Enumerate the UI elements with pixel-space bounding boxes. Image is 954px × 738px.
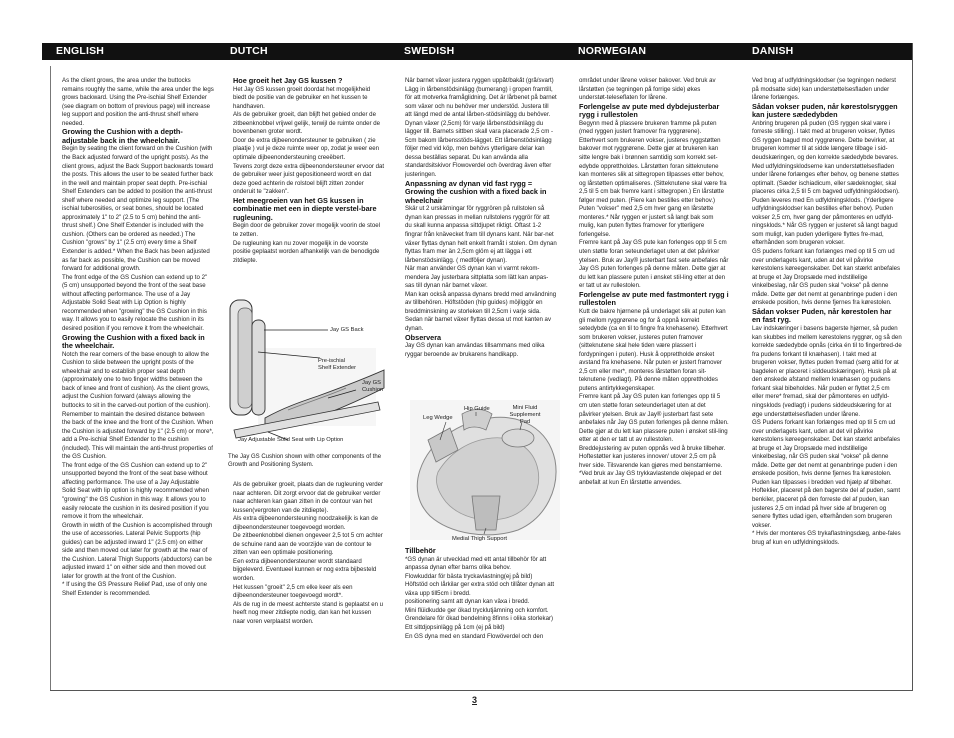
body-paragraph: Flowkuddar för bästa tryckavlastning(ej på bild): [405, 572, 533, 580]
body-paragraph: GS pudens forkant kan forlænges med op til 5 cm ud over underlagets kant, uden at det vil påvirke kørestolens køreegenskaber. Det kan stærkt anbefales at bruge et Jay Dropsæde med indstillelige vinkelbeslag, når GS puden skal "vokse" på denne måde. Dette gør det nemt at genanbringe puden i den ønskede position, hvis denne fjernes fra kørestolen.: [752, 248, 901, 307]
body-paragraph: De rugleuning kan nu zover mogelijk in de voorste positie geplaatst worden afhankelijk van de benodigde zitdiepte.: [233, 239, 380, 264]
body-paragraph: Ett sittdjopsinlägg på 1cm (ej på bild): [405, 623, 505, 631]
language-header-bar: [42, 43, 912, 60]
body-paragraph: Als extra dijbeenondersteuning noodzakelijk is kan de dijbeenondersteuner toegevoegd worden.: [233, 515, 378, 531]
body-paragraph: The front edge of the GS Cushion can extend up to 2" unsupported beyond the front of the seat base without affecting performance. The use of a Jay Adjustable Solid Seat with lip option is highly recommended when "growing" the GS Cushion in this way. It allows you to easily relocate the cushion in its desired position if you remove it from the wheelchair.: [62, 461, 210, 521]
header-danish: DANISH: [752, 45, 794, 57]
left-rule: [50, 66, 51, 690]
body-paragraph: Kutt de bakre hjørnene på underlaget slik at puten kan gli mellom ryggrørene og for å oppnå korrekt setedybde (ca en til to fingre fra knehasene). Etterhvert som brukeren vokser, justeres puten framover (sitteknutene skal hele tiden være plassert i fordypningen i puten). Husk å opprettholde ønsket avstand fra knehasene. Når puten er justert framover 2,5 cm eller mer*, monteres lårstøtten foran sit-teknutene (vedlagt). På denne måten opprettholdes putens antirtykkegenskaper.: [579, 307, 728, 392]
header-english: ENGLISH: [56, 45, 105, 57]
body-paragraph: Mini flüidkudde ger ökad trycklutjämning och komfort.: [405, 606, 549, 614]
body-paragraph: Fremre kant på Jay GS pute kan forlenges opp til 5 cm uten støtte foran seteunderlaget uten at det påvirker ytelsen. Bruk av Jay® justerbart fast sete anbefales når Jay GS puten forlenges på denne måten. Dette gjør at du lett kan plassere puten i ønsket stil-ling etter at den er tatt ut av rullestolen.: [579, 239, 729, 290]
section-heading: Hoe groeit het Jay GS kussen ?: [233, 77, 343, 85]
section-heading: Forlengelse av pute med fastmontert rygg i rullestolen: [579, 289, 729, 308]
body-paragraph: The front edge of the GS Cushion can extend up to 2" (5 cm) unsupported beyond the front of the seat base without affecting performance. The use of a Jay Adjustable Solid Seat with Lip Option is highly recommended when "growing" the GS Cushion in this way. It allows you to easily relocate the cushion in its desired position if you remove it from the wheelchair.: [62, 273, 208, 332]
label-hip-guide: Hip Guide: [464, 406, 490, 412]
page-number: 3: [472, 695, 478, 705]
body-paragraph: * Hvis der monteres GS trykaflastningsdæg, anbe-fales brug af kun en udfyldningsklods.: [752, 530, 901, 546]
body-paragraph: De zitbeenknobbel dienen ongeveer 2,5 tot 5 cm achter de schuine rand aan de voorzijde van de contour te zitten van een optimale positionering.: [233, 532, 383, 557]
body-paragraph: Anbring brugeren på puden (GS ryggen skal være i forreste stilling). I takt med at brugeren vokser, flyttes GS ryggen bagud mod ryggrørene. Dette bevirker, at brugeren kommer til at sidde længere tilbage i sid-deudskæringen, og den korrekte sædedybde bevares. Med udfyldningsklodserne kan understøttelsesfladen under lårene forlænges efter behov, og benene støttes optimalt. (Sæder ischiadicum, eller sædeknogler, skal placeres cirka 2,5 til 5 cm bagved udfyldningsklodsen). Puden leveres med En udfyldningsklods. (Yderligere udfyldningsklodser kan bestilles efter behov). Puden vokser 2,5 cm, hver gang der påmonteres en udfyld-ningsklods.* Når GS ryggen er justeret så langt bagud som muligt, kan puden yderligere flyttes fre-mad, efterhånden som brugeren vokser.: [752, 119, 900, 247]
label-pre-ischial-shelf: Pre-ischial Shelf Extender: [318, 358, 357, 371]
label-medial-thigh-support: Medial Thigh Support: [452, 536, 507, 542]
body-paragraph: *GS dynan är utvecklad med ett antal tillbehör för att anpassa dynan efter barns olika behov.: [405, 555, 547, 572]
body-paragraph: As the client grows, the area under the buttocks remains roughly the same, while the area under the legs grows backward. Using the Pre-ischial Shelf Extender (see diagram on bottom of previous page) will increase leg support and position the anti-thrust shelf where needed.: [62, 77, 214, 127]
swedish-column-bottom: [405, 547, 557, 673]
header-swedish: SWEDISH: [404, 45, 455, 57]
body-paragraph: Tevens zorgt deze extra dijbeenondersteuner ervoor dat de gebruiker weer juist gepositioneerd wordt en dat deze goed achterin de rolstoel blijft zitten zonder onderuit te "zakken".: [233, 162, 385, 196]
body-paragraph: När barnet växer justera ryggen uppåt/bakåt (grå/svart) Lägg in lårbenstödsinlägg (bumerang) i gropen framtill, för att motverka framåglidning. Det är lårbenet på barnet som växer och nu behöver mer understöd. Justera till att längd med de antal lårben-stödsinlägg du behöver. Dynan växer (2,5cm) för varje lårbenstödsinlägg du lägger till. Barnets sittben skall vara placerade 2,5 cm - 5cm bakom lårbensstöds-lägget. Ett lårbenstödsinlägg följer med vid köp, men behövs ytterligare delar kan dessa beställas separat. Du kan använda alla standardsitskivor Flowoverdel och överdrag även efter justeringen.: [405, 77, 557, 179]
body-paragraph: positionering samt att dynan kan växa i bredd.: [405, 598, 530, 606]
section-heading: Growing the Cushion with a fixed back in the wheelchair.: [62, 332, 205, 351]
section-heading: Tillbehör: [405, 547, 436, 555]
body-paragraph: Als de gebruiker groeit, plaats dan de rugleuning verder naar achteren. Dit zorgt ervoor dat de gebruiker verder naar achteren kan gaan zitten in de contour van het kussen(vergroten van de zitdiepte).: [233, 481, 384, 514]
body-paragraph: Begin door de gebruiker zover mogelijk voorin de stoel te zetten.: [233, 222, 381, 239]
body-paragraph: Een extra dijbeenondersteuner wordt standaard bijgeleverd. Eventueel kunnen er nog extra bijbesteld worden.: [233, 557, 377, 583]
body-paragraph: Growth in width of the Cushion is accomplished through the use of accessories. Lateral Pelvic Supports (hip guides) can be adjusted inward 1" (2.5 cm) on either side and then moved out later for growth at the rear of the Cushion. Lateral Thigh Supports (abductors) can be adjusted inward 1" on either side and then moved out later for growth at the front of the Cushion.: [62, 521, 213, 580]
section-heading: Sådan vokser Puden, når kørestolen har en fast ryg.: [752, 306, 892, 325]
norwegian-column: [579, 77, 729, 677]
body-paragraph: Höftstöd och lårkilar ger extra stöd och tillåter dynan att växa upp till5cm i bredd.: [405, 581, 555, 597]
body-paragraph: När man använder GS dynan kan vi varmt rekom-mendera Jay justerbara sittplatta som lätt kan anpas-sas till dynan när barnet växer.: [405, 265, 549, 290]
right-rule: [912, 43, 913, 691]
header-dutch: DUTCH: [230, 45, 268, 57]
body-paragraph: Grendelare för ökad bendelning 8finns i olika storlekar): [405, 615, 554, 623]
label-jay-gs-back: Jay GS Back: [330, 327, 364, 333]
body-paragraph: Breddejustering av puten oppnås ved å bruke tilbehør. Hoftestøtter kan justeres innover/ utover 2,5 cm på hver side. Tilsvarende kan gjøres med benstamlerne.: [579, 444, 726, 469]
section-heading: Growing the Cushion with a depth-adjustable back in the wheelchair.: [62, 127, 183, 145]
section-heading: Forlengelse av pute med dybdejusterbar rygg i rullestolen: [579, 101, 720, 120]
body-paragraph: Het Jay GS kussen groeit doordat het mogelijkheid biedt de positie van de gebruiker en het kussen te handhaven.: [233, 85, 371, 110]
body-paragraph: Als de rug in de meest achterste stand is geplaatst en u heeft nog meer zitdiepte nodig, dan kan het kussen naar voren verplaatst worden.: [233, 600, 384, 625]
label-jay-adjustable-seat: Jay Adjustable Solid Seat with Lip Option: [238, 437, 344, 443]
label-jay-gs-cushion: Jay GS Cushion: [362, 380, 384, 393]
body-paragraph: En GS dyna med en standard Flowöverdel och den: [405, 632, 544, 640]
body-paragraph: Als de gebruiker groeit, dan blijft het gebied onder de zitbeenknobbel vrijwel gelijk, terwijl de ruimte onder de bovenbenen groter wordt.: [233, 111, 380, 136]
label-mini-fluid-pad: Mini Fluid Supplement Pad: [509, 405, 541, 425]
body-paragraph: Jay GS dynan kan användas tillsammans med olika ryggar beroende av brukarens handikapp.: [405, 342, 545, 358]
body-paragraph: Door de extra dijbeenondersteuner te gebruiken ( zie plaatje ) vul je deze ruimte weer op, zodat je weer een optimale dijbeenondersteuning creeëbert.: [233, 136, 379, 161]
body-paragraph: Begynn med å plassere brukeren framme på puten (med ryggen justert framover fra ryggrørene). Etterhvert som brukeren vokser, justeres ryggstøtten bakover mot ryggrørene. Dette gjør at brukeren kan sitte lengre bak i brønnen samtidig som korrekt set-edybde opprettholdes. Lårstøtten foran sitteknutene kan monteres slik at sittegropen tilpasses etter behov, og lårstøtten optimaliseres. (Sitteknutene skal være fra 2,5 til 5 cm bak fremre kant i sittegropen.) En lårstøtte følger med puten. (Flere kan bestilles etter behov.) Puten "vokser" med 2,5 cm hver gang en lårstøtte monteres.* Når ryggen er justert så langt bak som mulig, kan puten flyttes framover for ytterligere forlengelse.: [579, 119, 727, 238]
swedish-column-top: [405, 77, 557, 397]
section-heading: Anpassning av dynan vid fast rygg = Growing the cushion with a fixed back in wheelchair: [405, 178, 547, 205]
section-heading: Het meegroeien van het GS kussen in combinatie met een in diepte verstel-bare rugleuning.: [233, 195, 377, 222]
section-heading: Observera: [405, 332, 442, 342]
bottom-rule: [50, 690, 912, 691]
body-paragraph: Man kan också anpassa dynans bredd med användning av tillbehören. Höftstöden (hip guides) möjliggör en breddminskning av storleken till 2,5cm i varje sida. Sedan när barnet växer flyttas dessa ut mot kanten av dynan.: [405, 290, 557, 332]
body-paragraph: Ved brug af udfyldningsklodser (se tegningen nederst på modsatte side) kan understøttelsesfladen under lårene forlænges.: [752, 77, 896, 102]
body-paragraph: * If using the GS Pressure Relief Pad, use of only one Shelf Extender is recommended.: [62, 581, 207, 597]
danish-column: [752, 77, 902, 677]
body-paragraph: GS Pudens forkant kan forlænges med op til 5 cm ud over underlagets kant, uden at det vil påvirke kørestolens køreegenskaber. Det kan stærkt anbefales at bruge et Jay Dropsæde med indstillelige vinkelbeslag, når GS puden skal "vokse" på denne måde. Dette gør det nemt at genanbringe puden i den ønskede position, hvis denne fjernes fra kørestolen. Puden kan tilpasses i bredden ved hjælp af tilbehør. Hofteklier, placeret på den bagerste del af puden, samt benkiler, placeret på den forreste del af puden, kan justeres 2,5 cm indad på hver side af brugeren og senere flyttes udad igen, efterhånden som brugeren vokser.: [752, 419, 901, 529]
dutch-column-top: [233, 77, 385, 289]
label-leg-wedge: Leg Wedge: [423, 415, 453, 421]
body-paragraph: Lav indskæringer i basens bagerste hjørner, så puden kan skubbes ind mellem kørestolens ryggrør, og så den korrekte sædedybde opnås (cirka én til to fingerbred-de fra pudens forkant til knæhasen). I takt med at brugeren vokser, flyttes puden fremad (sørg altid for at bagdelen er placeret i siddeudskæringen). Husk på at den ønskede afstand mellem knæhasen og pudens forkant skal bibeholdes. Når puden er flyttet 2,5 cm eller mere* fremad, skal der påmonteres en udfyld-ningsklods (vedlagt) i pudens siddeudskæring for at øge understøttelsesfladen under lårene.: [752, 325, 902, 418]
body-paragraph: Fremre kant på Jay GS puten kan forlenges opp til 5 cm uten støtte foran seteunderlaget uten at det påvirker ytelsen. Bruk av Jay® justerbart fast sete anbefales når Jay GS puten forlenges på denne måten. Dette gjør at du lett kan plassere puten i ønsket stil-ling etter at den er tatt ut av rullestolen.: [579, 393, 729, 444]
english-column: [62, 77, 214, 677]
body-paragraph: Het kussen "groeit" 2,5 cm elke keer als een dijbeenondersteuner toegevoegd wordt*.: [233, 583, 353, 600]
section-heading: Sådan vokser puden, når kørestolsryggen kan justere sædedybden: [752, 101, 898, 120]
header-norwegian: NORWEGIAN: [578, 45, 647, 57]
growth-system-figure: [228, 290, 388, 450]
body-paragraph: *Ved bruk av Jay GS trykkavlastende olejepad er det anbefalt at kun En lårstøtte anvendes.: [579, 470, 722, 486]
body-paragraph: Begin by seating the client forward on the Cushion (with the Back adjusted forward of the upright posts). As the client grows, adjust the Back Support backwards toward the posts. This allows the user to be seated further back in the well and maintain proper seat depth. Pre-ischial Shelf Extenders can be added to position the anti-thrust shelf where needed and optimize leg support. (The ischial tuberosities, or seat bones, should be located approximately 1" to 2" (2.5 to 5 cm) behind the anti-thrust shelf.) One Shelf Extender is included with the cushion. (Others can be ordered as needed.) The Cushion "grows" by 1" (2.5 cm) every time a Shelf Extender is added.* When the Back has been adjusted as far back as possible, the Cushion can be moved forward for additional growth.: [62, 145, 214, 273]
figure1-caption: The Jay GS Cushion shown with other components of the Growth and Positioning System.: [228, 454, 382, 469]
dutch-column-bottom: [233, 481, 385, 651]
body-paragraph: Skär ut 2 urskärningar för ryggrören på rullstolen så dynan kan pressas in mellan rullstolens ryggrör för att du skall kunna anpassa sittdjupet riktigt. Oftast 1-2 fingrar från knävecket fram till dynans kant. När bar-net växer flyttas dynan helt enkelt framåt i stolen. Om dynan flyttas fram mer än 2,5cm glöm ej att lägga i ett lårbenstödsinlägg. ( medföljer dynan).: [405, 205, 557, 264]
body-paragraph: Notch the rear corners of the base enough to allow the Cushion to slide between the upright posts of the wheelchair and to establish proper seat depth (approximately one to two finger widths between the back of knee and front of cushion). As the client grows, adjust the Cushion forward (always allowing the buttocks to sit in the carved-out portion of the cushion). Remember to maintain the desired distance between the back of the knee and the front of the Cushion. When the Cushion is adjusted forward by 1" (2.5 cm) or more*, add a Pre-ischial Shelf Extender to the cushion (included). This will maintain the anti-thrust properties of the GS Cushion.: [62, 350, 214, 461]
body-paragraph: området under lårene vokser bakover. Ved bruk av lårstøtten (se tegningen på forrige side) økes understøt-teleseflaten for lårene.: [579, 77, 716, 102]
